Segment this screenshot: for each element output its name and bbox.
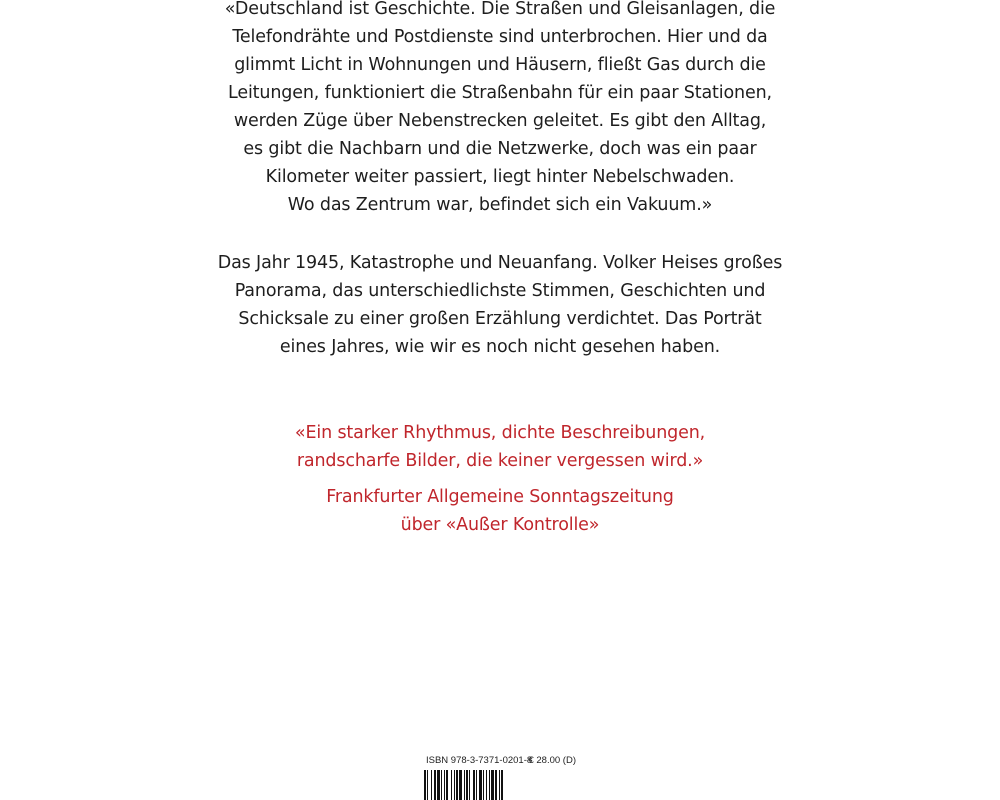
review-source-line: Frankfurter Allgemeine Sonntagszeitung xyxy=(326,487,674,507)
quote-line: Leitungen, funktioniert die Straßenbahn für ein paar Stationen, xyxy=(228,83,772,103)
isbn-barcode xyxy=(422,752,580,800)
barcode-stripe xyxy=(483,770,484,800)
barcode-stripe xyxy=(444,770,445,800)
barcode-label-row xyxy=(422,754,580,768)
quote-line: glimmt Licht in Wohnungen und Häusern, fließt Gas durch die xyxy=(234,55,766,75)
barcode-stripe xyxy=(499,770,500,800)
review-line: randscharfe Bilder, die keiner vergessen wird.» xyxy=(296,451,704,471)
barcode-stripe xyxy=(489,770,490,800)
barcode-bars xyxy=(424,770,578,800)
barcode-stripe xyxy=(473,770,475,800)
review-source-line: über «Außer Kontrolle» xyxy=(400,515,600,535)
barcode-stripe xyxy=(479,770,482,800)
quote-line: es gibt die Nachbarn und die Netzwerke, doch was ein paar xyxy=(243,139,757,159)
press-review-source xyxy=(150,483,850,539)
book-description xyxy=(150,249,850,361)
barcode-stripe xyxy=(466,770,468,800)
barcode-stripe xyxy=(456,770,458,800)
barcode-stripe xyxy=(437,770,440,800)
barcode-stripe xyxy=(495,770,497,800)
barcode-stripe xyxy=(441,770,442,800)
barcode-stripe xyxy=(446,770,448,800)
review-line: «Ein starker Rhythmus, dichte Beschreibungen, xyxy=(294,423,706,443)
barcode-stripe xyxy=(464,770,465,800)
barcode-stripe xyxy=(491,770,494,800)
barcode-stripe xyxy=(459,770,462,800)
barcode-stripe xyxy=(424,770,426,800)
price-label: € 28.00 (D) xyxy=(528,755,576,766)
barcode-stripe xyxy=(427,770,428,800)
quote-line: Telefondrähte und Postdienste sind unterbrochen. Hier und da xyxy=(232,27,768,47)
press-review-quote xyxy=(150,419,850,475)
description-line: Das Jahr 1945, Katastrophe und Neuanfang. Volker Heises großes xyxy=(217,253,783,273)
quote-line: Kilometer weiter passiert, liegt hinter Nebelschwaden. xyxy=(265,167,735,187)
description-line: eines Jahres, wie wir es noch nicht gesehen haben. xyxy=(279,337,721,357)
barcode-stripe xyxy=(469,770,470,800)
excerpt-quote xyxy=(150,0,850,219)
description-line: Schicksale zu einer großen Erzählung verdichtet. Das Porträt xyxy=(238,309,762,329)
quote-line: «Deutschland ist Geschichte. Die Straßen und Gleisanlagen, die xyxy=(224,0,776,19)
barcode-stripe xyxy=(434,770,436,800)
barcode-stripe xyxy=(451,770,452,800)
barcode-stripe xyxy=(486,770,487,800)
barcode-stripe xyxy=(454,770,455,800)
barcode-stripe xyxy=(431,770,432,800)
barcode-stripe xyxy=(476,770,477,800)
quote-line: werden Züge über Nebenstrecken geleitet. Es gibt den Alltag, xyxy=(233,111,767,131)
barcode-stripe xyxy=(501,770,503,800)
description-line: Panorama, das unterschiedlichste Stimmen, Geschichten und xyxy=(234,281,766,301)
isbn-number: ISBN 978-3-7371-0201-8 xyxy=(426,755,533,766)
quote-line: Wo das Zentrum war, befindet sich ein Vakuum.» xyxy=(287,195,713,215)
